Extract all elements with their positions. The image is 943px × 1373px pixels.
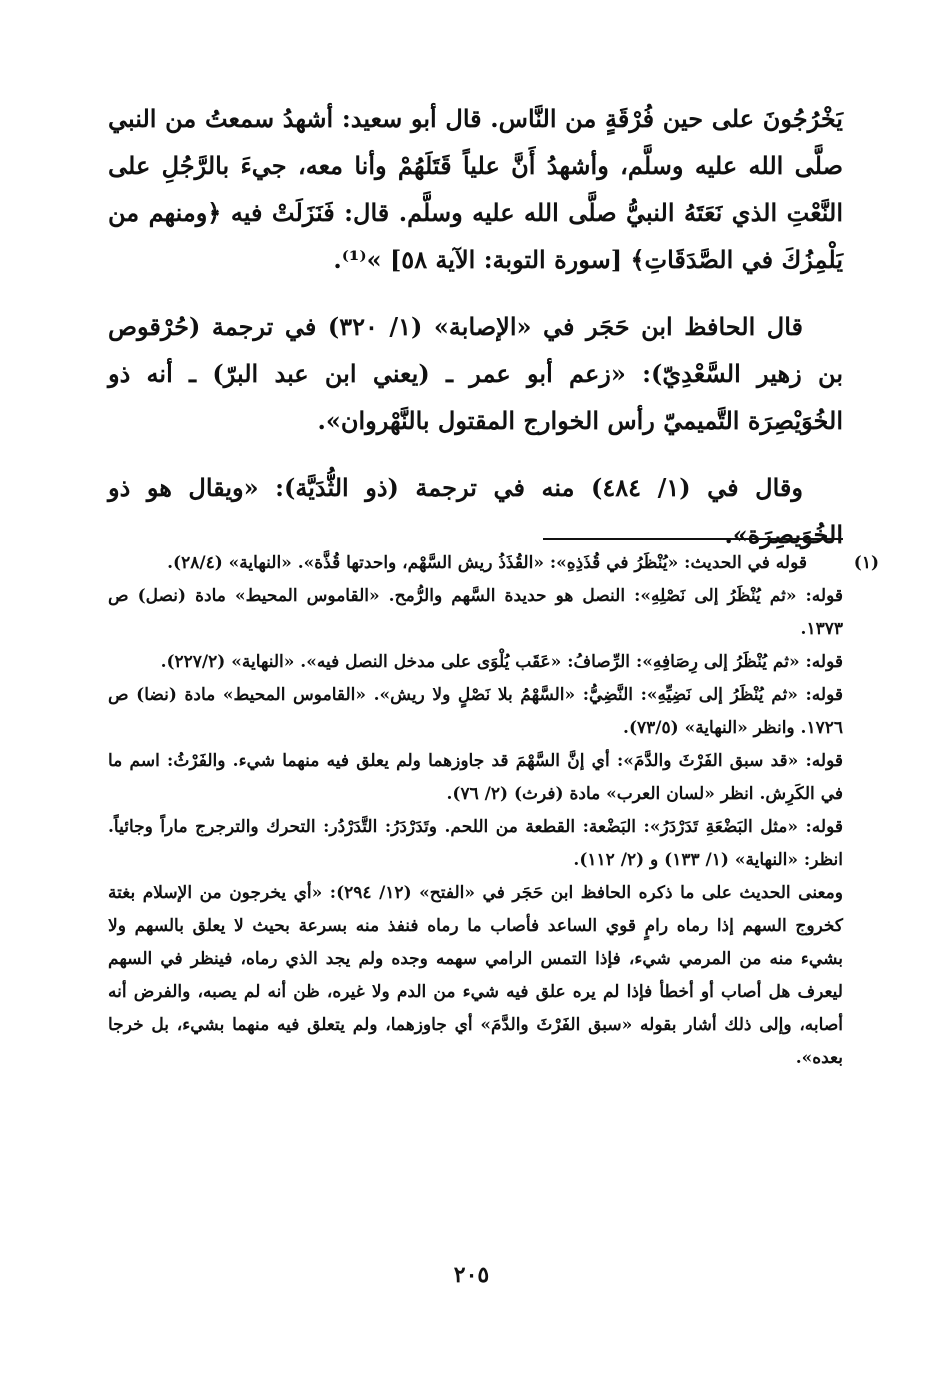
- paragraph-isaba: قال الحافظ ابن حَجَر في «الإصابة» (١/ ٣٢٠) في ترجمة (حُرْقوص بن زهير السَّعْدِيّ): «زعم أبو عمر ـ (يعني ابن عبد البرّ) ـ أنه ذو الخُوَيْصِرَة التَّميميّ رأس الخوارج المقتول بالنَّهْروان».: [108, 312, 843, 435]
- footnote-line: قوله: «ثم يُنْظَرُ إلى رِصَافِهِ»: الرِّصافُ: «عَقَب يُلْوَى على مدخل النصل فيه». «النهاية» (٢٢٧/٢).: [160, 652, 843, 672]
- footnote-line: قوله: «ثم يُنْظَرُ إلى نَصْلِهِ»: النصل هو حديدة السَّهم والرُّمح. «القاموس المحيط» مادة (نصل) ص ١٣٧٣.: [108, 586, 843, 639]
- footnote-line: قوله: «ثم يُنْظَرُ إلى نَضِيِّهِ»: النَّضِيُّ: «السَّهْمُ بلا نَصْلٍ ولا ريش». «القاموس المحيط» مادة (نضا) ص ١٧٢٦. وانظر «النهاية» (٧٣/٥).: [108, 685, 844, 738]
- paragraph-hadith: يَخْرُجُونَ على حين فُرْقَةٍ من النَّاس. قال أبو سعيد: أشهدُ سمعتُ من النبي صلَّى الله عليه وسلَّم، وأشهدُ أَنَّ علياً قَتَلَهُمْ وأنا معه، جيءَ بالرَّجُلِ على النَّعْتِ الذي نَعَتَهُ النبيُّ صلَّى الله عليه وسلَّم. قال: فَنَزَلَتْ فيه ﴿ومنهم من يَلْمِزُكَ في الصَّدَقَاتِ﴾ [سورة التوبة: الآية ٥٨] »⁽¹⁾.: [108, 104, 843, 274]
- footnote-1: [108, 547, 879, 1075]
- main-text: [108, 95, 879, 578]
- footnote-line: ومعنى الحديث على ما ذكره الحافظ ابن حَجَر في «الفتح» (١٢/ ٢٩٤): «أي يخرجون من الإسلام بغتة كخروج السهم إذا رماه رامٍ قوي الساعد فأصاب ما رماه فنفذ منه بسرعة بحيث لا يعلق بالسهم ولا بشيء منه من المرمي شيء، فإذا التمس الرامي سهمه وجده ولم يجد الذي رماه، فينظر في السهم ليعرف هل أصاب أو أخطأ فإذا لم يره علق فيه شيء من الدم ولا غيره، ظن أنه لم يصبه، والفرض أنه أصابه، وإلى ذلك أشار بقوله «سبق الفَرْثَ والدَّمَ» أي جاوزهما، ولم يتعلق فيه منهما بشيء، بل خرجا بعده».: [108, 883, 843, 1068]
- footnote-separator: [543, 538, 843, 540]
- footnote-line: [108, 547, 879, 580]
- page-number: ٢٠٥: [453, 1262, 490, 1288]
- footnote-number: (١): [853, 553, 879, 573]
- footnote-line: قوله: «قد سبق الفَرْثَ والدَّمَ»: أي إنَّ السَّهْمَ قد جاوزهما ولم يعلق فيه منهما شيء. والفَرْثُ: اسم ما في الكَرِش. انظر «لسان العرب» مادة (فرث) (٢/ ٧٦).: [108, 751, 843, 804]
- footnote-line: قوله: «مثل البَضْعَةِ تَدَرْدَرُ»: البَضْعة: القطعة من اللحم. وتَدَرْدَرُ: التَّدَرْدُر: التحرك والترجرج ماراً وجائياً. انظر: «النهاية» (١/ ١٣٣) و (٢/ ١١٢).: [108, 817, 843, 870]
- footnote-text: قوله في الحديث: «يُنْظَرُ في قُذَذِهِ»: «القُذَذُ ريش السَّهْم، واحدتها قُذَّة». «النهاية» (٢٨/٤).: [167, 553, 807, 573]
- footnotes: [108, 547, 879, 1075]
- paragraph-dhul-thudayya: وقال في (١/ ٤٨٤) منه في ترجمة (ذو الثُّدَيَّة): «ويقال هو ذو الخُوَيصِرَة».: [108, 473, 843, 549]
